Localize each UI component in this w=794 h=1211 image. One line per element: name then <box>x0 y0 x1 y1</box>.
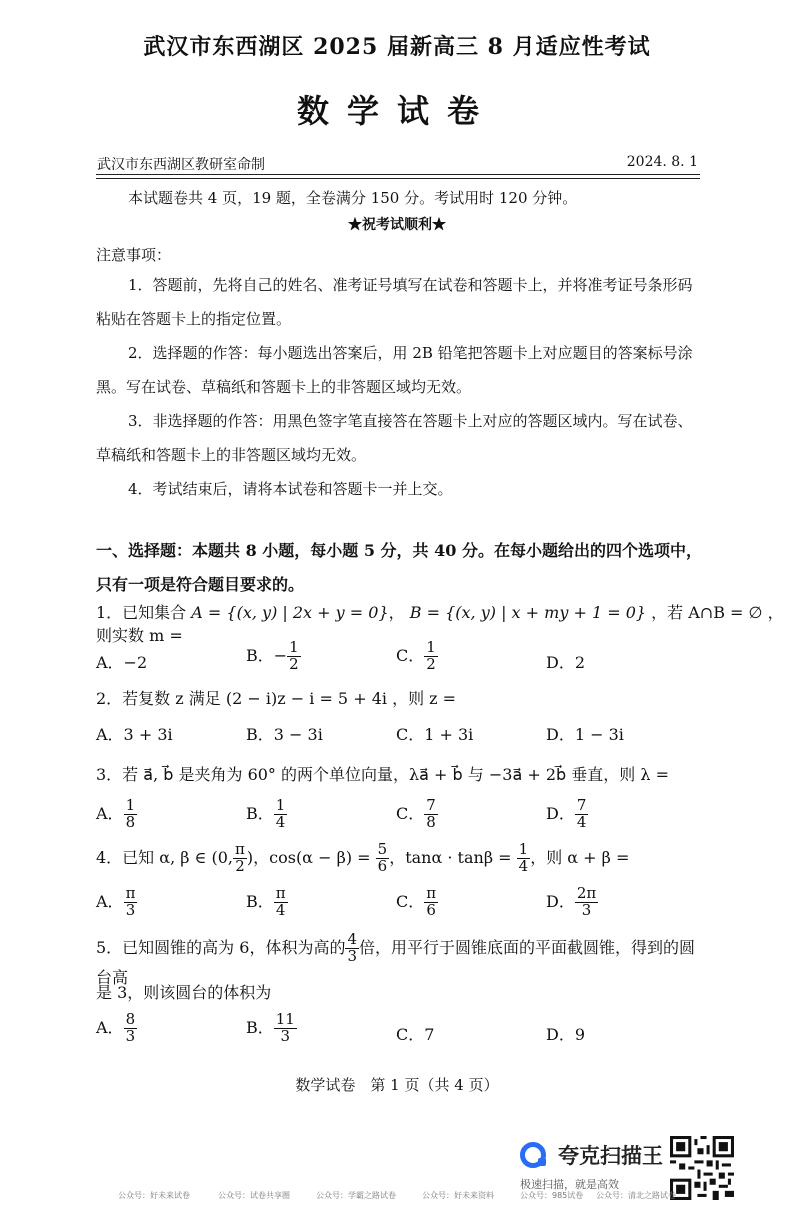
watermark-text: 公众号：好未来资料 <box>422 1191 494 1200</box>
option-d: D． $\frac{7}{4}$ <box>546 796 587 831</box>
option-d: D．2 <box>546 653 586 672</box>
exam-intro: 本试题卷共 4 页，19 题，全卷满分 150 分。考试用时 120 分钟。 <box>128 189 578 207</box>
option-a: A． $\frac{8}{3}$ <box>96 1010 136 1045</box>
brand-slogan: 极速扫描，就是高效 <box>520 1178 619 1191</box>
header-divider-thin <box>96 178 700 179</box>
option-d: D．9 <box>546 1025 586 1044</box>
note-item: 3．非选择题的作答：用黑色签字笔直接答在答题卡上对应的答题区域内。写在试卷、草稿纸和答题卡上的非答题区域均无效。 <box>96 412 693 464</box>
watermark-text: 公众号：好未来试卷 <box>118 1191 190 1200</box>
brand-name: 夸克扫描王 <box>558 1144 663 1168</box>
section-heading: 一、选择题：本题共 8 小题，每小题 5 分，共 40 分。在每小题给出的四个选项中，只有一项是符合题目要求的。 <box>96 541 702 594</box>
page-footer: 数学试卷 第 1 页（共 4 页） <box>295 1076 499 1094</box>
exam-date: 2024. 8. 1 <box>626 154 698 170</box>
question-1-stem: 1．已知集合 A = {(x, y) | 2x + y = 0}， B = {(x, y) | x + my + 1 = 0} ，若 A∩B = ∅ ，则实数 m = <box>96 603 784 645</box>
note-item: 4．考试结束后，请将本试卷和答题卡一并上交。 <box>128 480 453 498</box>
question-4-stem: 4．已知 α, β ∈ (0, $\frac{\pi}{2}$ )，cos(α − β) = $\frac{5}{6}$ ，tanα · tanβ = $\frac{1}{4}$ ，则 α + β = <box>96 840 630 875</box>
option-b: B．3 − 3i <box>246 725 323 744</box>
option-b: B．− $\frac{1}{2}$ <box>246 638 299 673</box>
watermark-text: 公众号：清北之路试卷 <box>596 1191 676 1200</box>
option-c: C． $\frac{7}{8}$ <box>396 796 436 831</box>
option-c: C． $\frac{\pi}{6}$ <box>396 884 437 919</box>
question-5-stem-cont: 是 3，则该圆台的体积为 <box>96 983 272 1002</box>
note-item: 1．答题前，先将自己的姓名、准考证号填写在试卷和答题卡上，并将准考证号条形码粘贴在答题卡上的指定位置。 <box>96 276 693 328</box>
watermark-text: 公众号：985试卷 <box>520 1191 584 1200</box>
question-2-stem: 2．若复数 z 满足 (2 − i)z − i = 5 + 4i ，则 z = <box>96 689 457 708</box>
watermark-text: 公众号：学霸之路试卷 <box>316 1191 396 1200</box>
option-a: A．3 + 3i <box>96 725 173 744</box>
header-divider <box>96 174 700 175</box>
good-luck-banner: ★祝考试顺利★ <box>348 217 446 233</box>
option-a: A．−2 <box>96 653 148 672</box>
option-c: C．1 + 3i <box>396 725 474 744</box>
qr-code-icon <box>670 1136 734 1200</box>
option-b: B． $\frac{1}{4}$ <box>246 796 286 831</box>
option-c: C． $\frac{1}{2}$ <box>396 638 436 673</box>
option-a: A． $\frac{1}{8}$ <box>96 796 136 831</box>
question-5-stem: 5．已知圆锥的高为 6，体积为高的 $\frac{4}{3}$ 倍，用平行于圆锥底面的平面截圆锥，得到的圆台高 <box>96 930 696 987</box>
notes-heading: 注意事项： <box>96 246 172 264</box>
option-d: D．1 − 3i <box>546 725 624 744</box>
question-3-stem: 3．若 a⃗, b⃗ 是夹角为 60° 的两个单位向量，λa⃗ + b⃗ 与 −3a⃗ + 2b⃗ 垂直，则 λ = <box>96 765 669 784</box>
subject-title: 数学试卷 <box>296 92 497 130</box>
option-c: C．7 <box>396 1025 435 1044</box>
option-b: B． $\frac{11}{3}$ <box>246 1010 295 1045</box>
watermark-text: 公众号：试卷共享圈 <box>218 1191 290 1200</box>
option-b: B． $\frac{\pi}{4}$ <box>246 884 286 919</box>
issuing-department: 武汉市东西湖区教研室命制 <box>97 157 265 173</box>
note-item: 2．选择题的作答：每小题选出答案后，用 2B 铅笔把答题卡上对应题目的答案标号涂黑。写在试卷、草稿纸和答题卡上的非答题区域均无效。 <box>96 344 693 396</box>
option-a: A． $\frac{\pi}{3}$ <box>96 884 136 919</box>
scanner-logo-icon <box>520 1142 546 1168</box>
exam-title: 武汉市东西湖区 2025 届新高三 8 月适应性考试 <box>143 34 651 60</box>
option-d: D． $\frac{2\pi}{3}$ <box>546 884 597 919</box>
